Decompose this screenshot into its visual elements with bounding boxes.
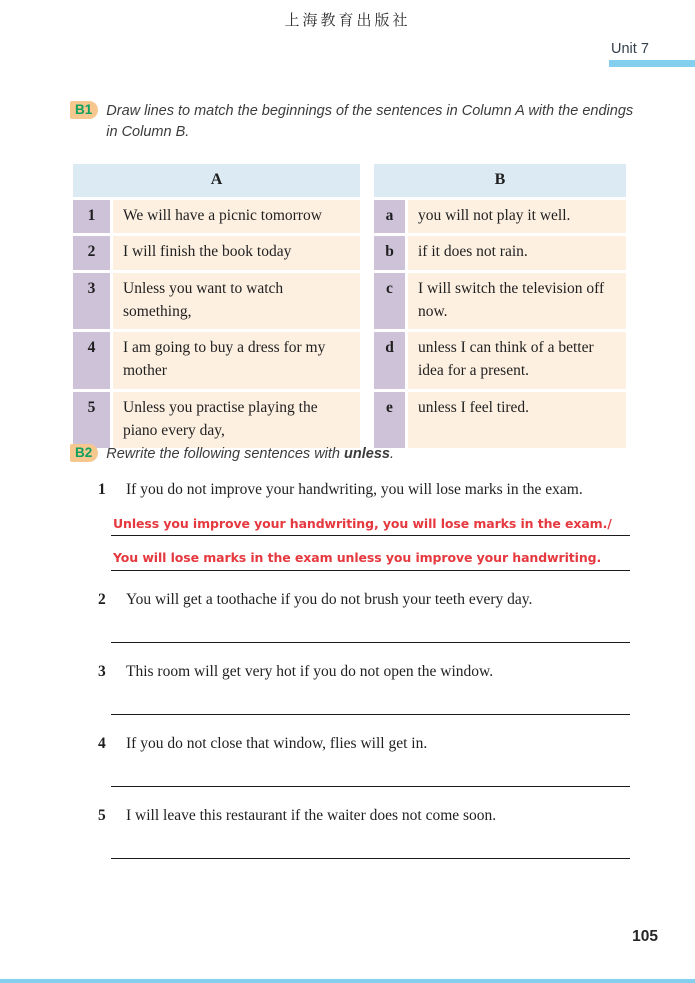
- column-divider: [363, 273, 371, 330]
- exercise-b1-header: [70, 101, 636, 143]
- handwritten-answer: Unless you improve your handwriting, you will lose marks in the exam./: [111, 511, 630, 536]
- page-number: 105: [632, 928, 658, 945]
- row-number: 2: [73, 236, 110, 269]
- publisher-header: 上海教育出版社: [284, 13, 411, 29]
- column-divider: [363, 392, 371, 449]
- question-4: [98, 732, 635, 787]
- instruction-text: Rewrite the following sentences with: [106, 446, 345, 462]
- row-letter: b: [374, 236, 405, 269]
- row-number: 3: [73, 273, 110, 330]
- row-number: 1: [73, 200, 110, 233]
- column-divider: [363, 332, 371, 389]
- question-3: [98, 660, 635, 715]
- sentence-beginning: We will have a picnic tomorrow: [113, 200, 360, 233]
- column-divider: [363, 200, 371, 233]
- exercise-b2-instruction: [106, 444, 634, 465]
- row-number: 4: [73, 332, 110, 389]
- sentence-ending: unless I feel tired.: [408, 392, 626, 449]
- unit-accent-bar: [609, 60, 695, 67]
- bottom-accent-bar: [0, 979, 695, 983]
- unit-label: Unit 7: [611, 41, 649, 57]
- column-a-header: A: [73, 164, 360, 197]
- exercise-b2-header: [70, 444, 636, 465]
- row-number: 5: [73, 392, 110, 449]
- question-text: You will get a toothache if you do not brush your teeth every day.: [126, 590, 533, 608]
- answer-blank-line: [111, 756, 630, 787]
- row-letter: e: [374, 392, 405, 449]
- question-5: [98, 804, 635, 859]
- sentence-beginning: Unless you practise playing the piano every day,: [113, 392, 360, 449]
- question-text: If you do not close that window, flies will get in.: [126, 734, 428, 752]
- question-1: [98, 478, 635, 571]
- row-letter: c: [374, 273, 405, 330]
- answer-blank-line: [111, 828, 630, 859]
- question-number: 5: [98, 806, 106, 824]
- question-number: 1: [98, 481, 106, 498]
- row-letter: d: [374, 332, 405, 389]
- question-number: 3: [98, 662, 106, 680]
- exercise-b1-instruction: Draw lines to match the beginnings of the sentences in Column A with the endings in Column B.: [106, 103, 634, 141]
- sentence-beginning: I will finish the book today: [113, 236, 360, 269]
- sentence-ending: if it does not rain.: [408, 236, 626, 269]
- question-2: [98, 588, 635, 643]
- question-text: I will leave this restaurant if the waiter does not come soon.: [126, 806, 497, 824]
- handwritten-answer: You will lose marks in the exam unless you improve your handwriting.: [111, 545, 630, 570]
- sentence-beginning: Unless you want to watch something,: [113, 273, 360, 330]
- rewrite-questions: [98, 478, 635, 876]
- answer-blank-line: [111, 612, 630, 643]
- sentence-ending: unless I can think of a better idea for a present.: [408, 332, 626, 389]
- sentence-beginning: I am going to buy a dress for my mother: [113, 332, 360, 389]
- exercise-b1-badge: B1: [70, 101, 98, 119]
- sentence-ending: I will switch the television off now.: [408, 273, 626, 330]
- question-number: 2: [98, 590, 106, 608]
- sentence-ending: you will not play it well.: [408, 200, 626, 233]
- question-text: This room will get very hot if you do not open the window.: [126, 662, 494, 680]
- column-divider: [363, 236, 371, 269]
- instruction-text: .: [389, 446, 394, 462]
- row-letter: a: [374, 200, 405, 233]
- exercise-b2-badge: B2: [70, 444, 98, 462]
- instruction-keyword: unless: [344, 446, 390, 462]
- answer-blank-line: [111, 684, 630, 715]
- question-number: 4: [98, 734, 106, 752]
- question-text: If you do not improve your handwriting, you will lose marks in the exam.: [126, 481, 583, 498]
- matching-table: [73, 164, 626, 448]
- column-divider: [363, 164, 371, 197]
- column-b-header: B: [374, 164, 626, 197]
